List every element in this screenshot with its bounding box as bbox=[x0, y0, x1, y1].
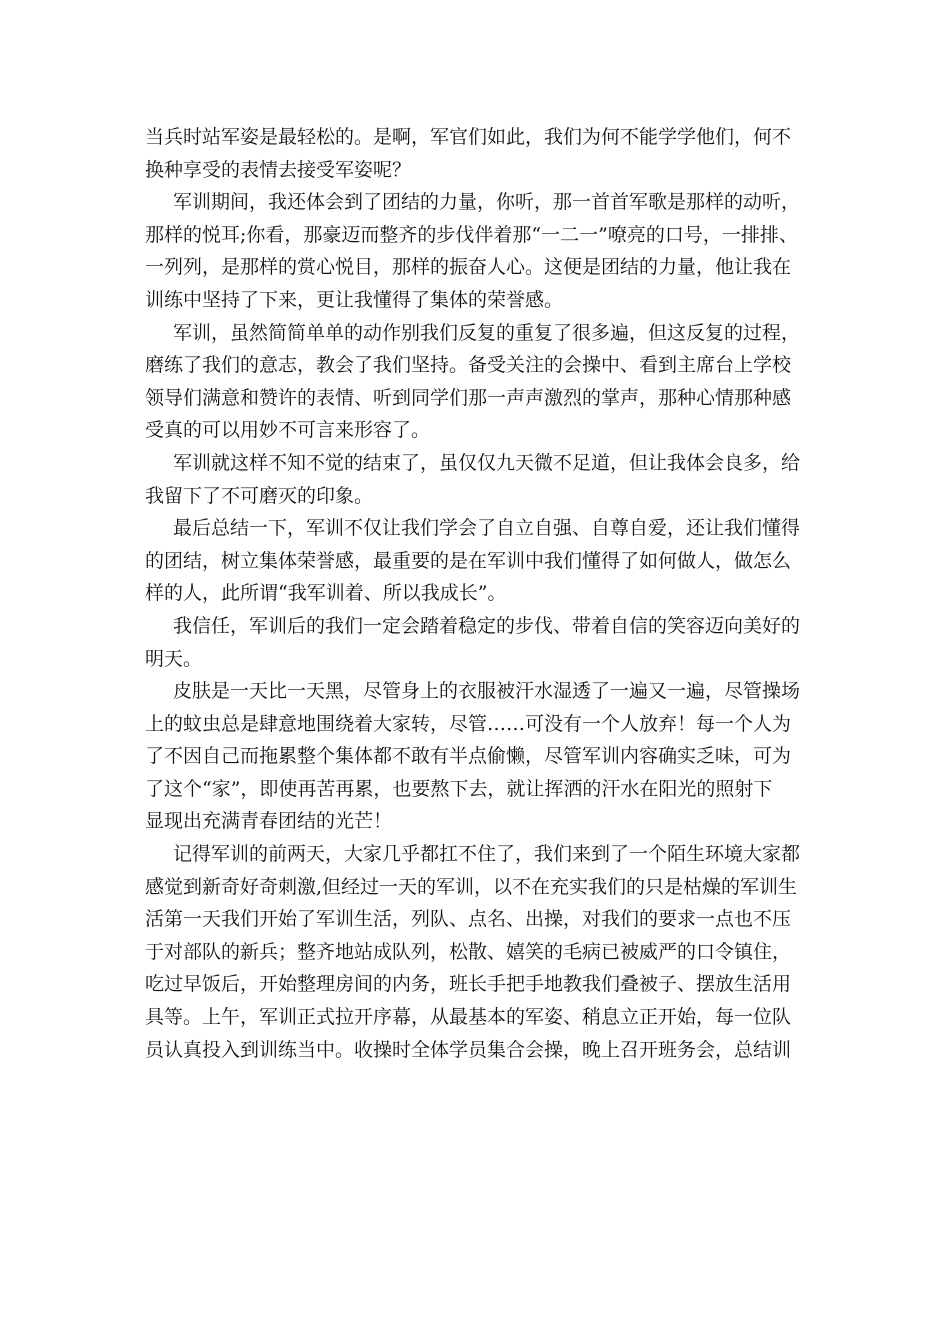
text-line: 活第一天我们开始了军训生活，列队、点名、出操，对我们的要求一点也不压 bbox=[145, 908, 792, 931]
text-line: 感觉到新奇好奇刺激,但经过一天的军训，以不在充实我们的只是枯燥的军训生 bbox=[145, 875, 798, 898]
text-line: 皮肤是一天比一天黑，尽管身上的衣服被汗水湿透了一遍又一遍，尽管操场 bbox=[173, 680, 801, 703]
text-line: 的团结，树立集体荣誉感，最重要的是在军训中我们懂得了如何做人，做怎么 bbox=[145, 549, 792, 572]
text-line: 员认真投入到训练当中。收操时全体学员集合会操，晚上召开班务会，总结训 bbox=[145, 1038, 792, 1061]
text-line: 当兵时站军姿是最轻松的。是啊，军官们如此，我们为何不能学学他们，何不 bbox=[145, 126, 792, 148]
text-line: 军训期间，我还体会到了团结的力量，你听，那一首首军歌是那样的动听， bbox=[173, 191, 801, 214]
text-line: 我留下了不可磨灭的印象。 bbox=[145, 484, 374, 507]
text-line: 领导们满意和赞许的表情、听到同学们那一声声激烈的掌声，那种心情那种感 bbox=[145, 386, 792, 409]
text-line: 训练中坚持了下来，更让我懂得了集体的荣誉感。 bbox=[145, 288, 564, 311]
text-line: 那样的悦耳;你看，那豪迈而整齐的步伐伴着那“一二一”嘹亮的口号，一排排、 bbox=[145, 223, 798, 246]
text-line: 于对部队的新兵；整齐地站成队列，松散、嬉笑的毛病已被威严的口令镇住， bbox=[145, 940, 792, 963]
text-line: 换种享受的表情去接受军姿呢？ bbox=[145, 158, 412, 181]
text-line: 显现出充满青春团结的光芒！ bbox=[145, 810, 393, 833]
text-line: 磨练了我们的意志，教会了我们坚持。备受关注的会操中、看到主席台上学校 bbox=[145, 354, 792, 377]
text-line: 样的人，此所谓“我军训着、所以我成长”。 bbox=[145, 582, 507, 605]
text-line: 我信任，军训后的我们一定会踏着稳定的步伐、带着自信的笑容迈向美好的 bbox=[173, 614, 801, 637]
text-line: 具等。上午，军训正式拉开序幕，从最基本的军姿、稍息立正开始，每一位队 bbox=[145, 1006, 792, 1029]
text-line: 了这个“家”，即使再苦再累，也要熬下去，就让挥洒的汗水在阳光的照射下 bbox=[145, 777, 773, 800]
body-text bbox=[145, 121, 815, 1066]
text-line: 军训，虽然简简单单的动作别我们反复的重复了很多遍，但这反复的过程， bbox=[173, 321, 801, 344]
text-line: 一列列，是那样的赏心悦目，那样的振奋人心。这便是团结的力量，他让我在 bbox=[145, 256, 792, 279]
text-line: 记得军训的前两天，大家几乎都扛不住了，我们来到了一个陌生环境大家都 bbox=[173, 843, 801, 866]
text-line: 了不因自己而拖累整个集体都不敢有半点偷懒，尽管军训内容确实乏味，可为 bbox=[145, 745, 792, 768]
text-line: 明天。 bbox=[145, 647, 203, 670]
text-line: 军训就这样不知不觉的结束了，虽仅仅九天微不足道，但让我体会良多，给 bbox=[173, 451, 801, 474]
text-line: 吃过早饭后，开始整理房间的内务，班长手把手地教我们叠被子、摆放生活用 bbox=[145, 973, 792, 996]
text-line: 受真的可以用妙不可言来形容了。 bbox=[145, 419, 431, 442]
text-line: 上的蚊虫总是肆意地围绕着大家转，尽管……可没有一个人放弃！每一个人为 bbox=[145, 712, 792, 735]
text-line: 最后总结一下，军训不仅让我们学会了自立自强、自尊自爱，还让我们懂得 bbox=[173, 517, 801, 540]
